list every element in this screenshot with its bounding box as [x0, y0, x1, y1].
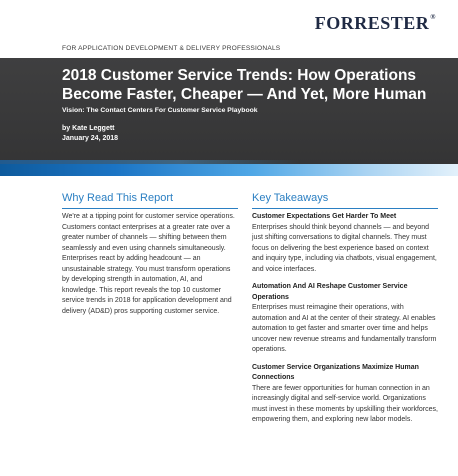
forrester-logo: [315, 13, 436, 34]
author-block: [62, 124, 118, 144]
report-title: 2018 Customer Service Trends: How Operations Become Faster, Cheaper — And Yet, More Human: [62, 67, 427, 103]
takeaway-body: Enterprises must reimagine their operations, with automation and AI at the center of their strategy. AI enables automation to get faster and smarter over time and helps uncover new revenue streams and fundamentally transform operations.: [252, 304, 437, 353]
takeaway-item: [252, 363, 438, 426]
audience-category: FOR APPLICATION DEVELOPMENT & DELIVERY PROFESSIONALS: [62, 45, 281, 52]
banner-gradient-stripe: [0, 164, 458, 176]
key-takeaways-section: [252, 192, 438, 433]
logo-text: FORRESTER: [314, 13, 430, 33]
takeaway-item: [252, 282, 438, 356]
takeaway-body: Enterprises should think beyond channels — and beyond just shifting conversations to digital channels. They must focus on delivering the best experience based on context and inquiry type, including via chatbots, visual engagement, and voice interfaces.: [252, 223, 437, 273]
report-subtitle: Vision: The Contact Centers For Customer Service Playbook: [62, 107, 258, 114]
takeaway-title: Customer Service Organizations Maximize Human Connections: [252, 363, 419, 381]
takeaway-item: [252, 212, 438, 275]
takeaway-title: Customer Expectations Get Harder To Meet: [252, 213, 397, 220]
author-name: by Kate Leggett: [62, 125, 115, 132]
why-read-section: [62, 192, 238, 317]
registered-mark: ®: [430, 13, 436, 21]
takeaway-body: There are fewer opportunities for human connection in an increasingly digital and self-service world. Organizations must invest in these moments by upskilling their workforces, empowering them, and exploring new labor models.: [252, 384, 438, 423]
takeaway-title: Automation And AI Reshape Customer Service Operations: [252, 283, 408, 301]
publish-date: January 24, 2018: [62, 135, 119, 142]
why-read-heading: Why Read This Report: [62, 192, 238, 209]
why-read-body: We're at a tipping point for customer service operations. Customers contact enterprises at a greater rate over a greater number of channels — shifting between them seamlessly and even using channels simultaneously. Enterprises react by adding headcount — an unsustainable strategy. You must transform operations by developing strength in automation, AI, and knowledge. This report reveals the top 10 customer service trends in 2018 for application development and delivery (AD&D) pros supporting customer service.: [62, 213, 235, 315]
key-takeaways-heading: Key Takeaways: [252, 192, 438, 209]
